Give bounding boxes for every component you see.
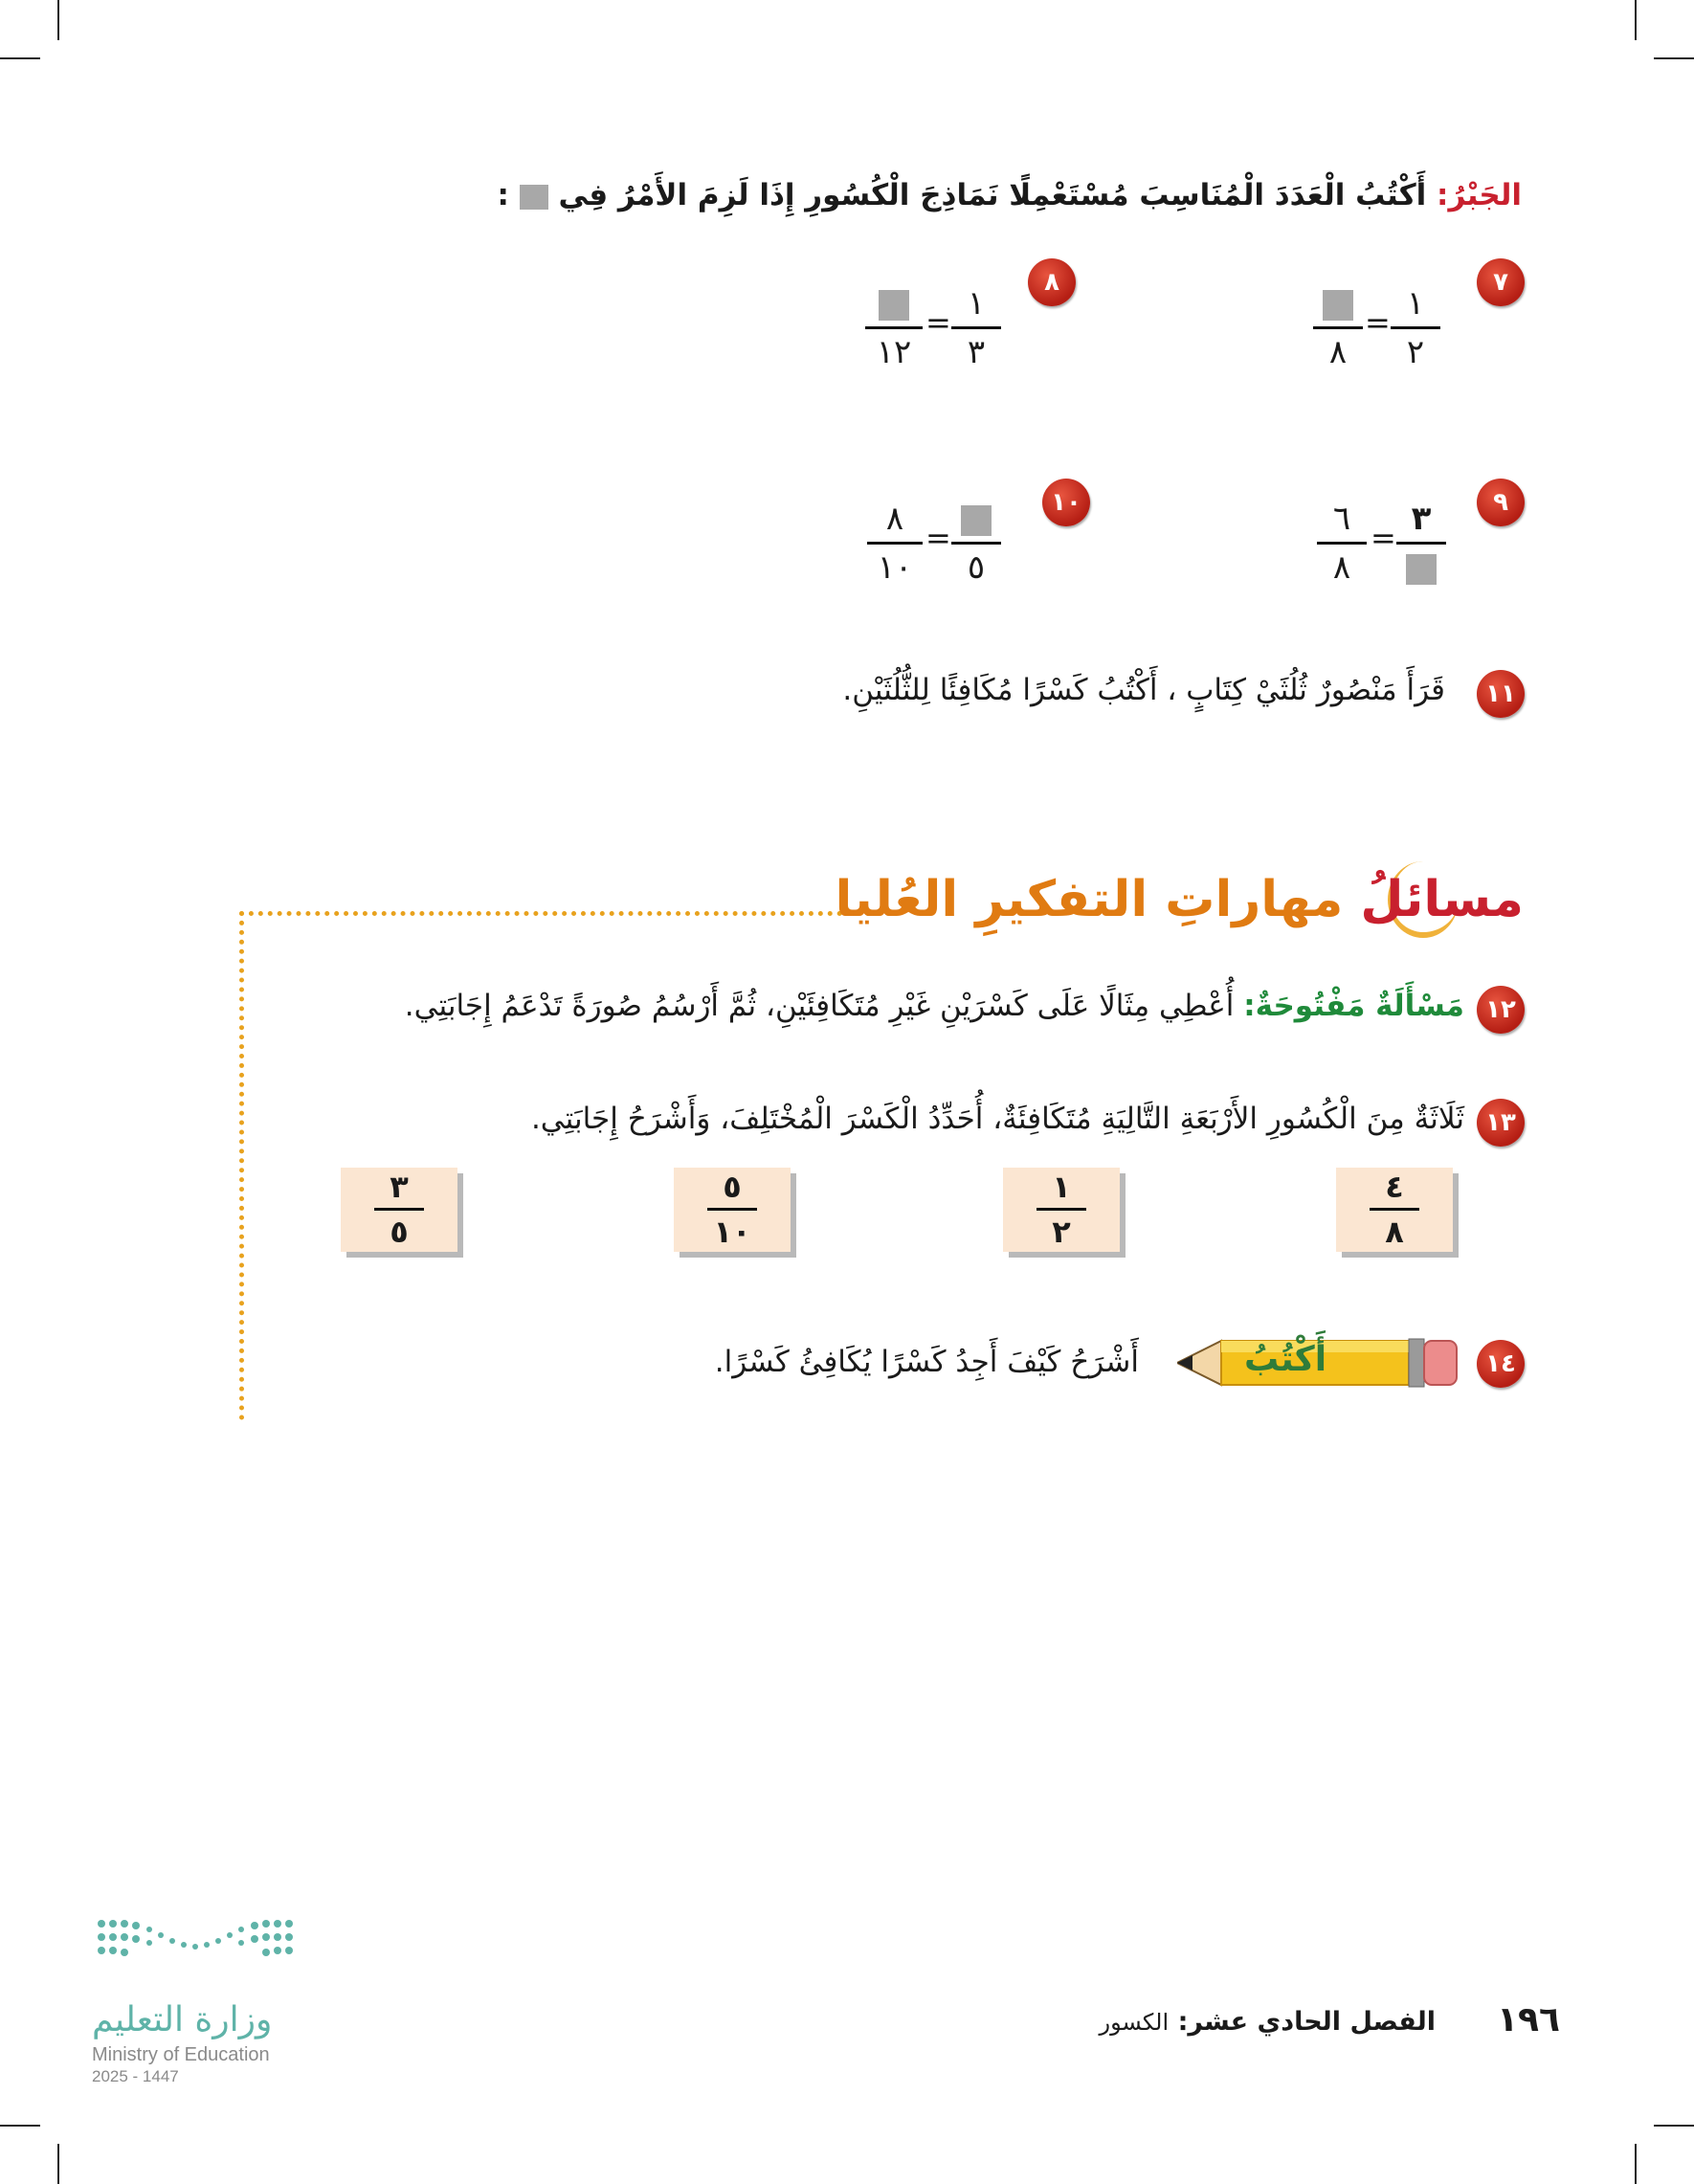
crop-mark	[1654, 57, 1694, 59]
ministry-name-ar: وزارة التعليم	[92, 2000, 273, 2039]
exercise-11-text: قَرَأَ مَنْصُورٌ ثُلُثَيْ كِتَابٍ ، أَكْتُبُ كَسْرًا مُكَافِئًا لِلثُّلُثَيْنِ.	[842, 673, 1445, 707]
crop-mark	[1654, 2125, 1694, 2127]
missing-numerator	[1307, 282, 1369, 324]
card-fraction	[368, 1168, 430, 1251]
fraction-bar	[867, 542, 923, 545]
equals-sign: =	[1365, 304, 1391, 341]
section-title-word: مسائلُ	[1360, 871, 1524, 928]
fraction-card	[341, 1168, 457, 1252]
equals-sign: =	[925, 520, 951, 556]
exercise-9-left-fraction	[1391, 498, 1452, 589]
placeholder-square	[1406, 554, 1437, 585]
placeholder-square	[1323, 290, 1353, 321]
chapter-topic: الكسور	[1099, 2009, 1170, 2036]
fraction-card	[1336, 1168, 1453, 1252]
exercise-10-right-fraction	[861, 498, 928, 589]
section-title-rest: مهاراتِ التفكيرِ العُليا	[835, 871, 1344, 928]
placeholder-square	[520, 185, 548, 210]
fraction-card	[1003, 1168, 1120, 1252]
denominator: ٨	[1328, 333, 1348, 371]
fraction-bar	[1313, 326, 1363, 329]
problem-14-text: أَشْرَحُ كَيْفَ أَجِدُ كَسْرًا يُكَافِئُ كَسْرًا.	[714, 1345, 1139, 1379]
colon: :	[497, 178, 509, 212]
problem-14-badge: ١٤	[1477, 1340, 1525, 1388]
fraction-bar	[374, 1208, 424, 1211]
numerator: ٨	[885, 500, 904, 538]
denominator: ١٠	[877, 548, 913, 587]
fraction-bar	[1317, 542, 1367, 545]
algebra-label: الجَبْرُ:	[1437, 178, 1522, 212]
algebra-instruction	[497, 178, 1522, 212]
problem-12-text	[405, 989, 1464, 1023]
exercise-8-left-fraction	[946, 282, 1007, 373]
placeholder-square	[879, 290, 909, 321]
exercise-7-badge: ٧	[1477, 258, 1525, 306]
fraction-bar	[707, 1208, 757, 1211]
exercise-9-right-fraction	[1311, 498, 1372, 589]
exercise-8-badge: ٨	[1028, 258, 1076, 306]
numerator: ٣	[390, 1169, 409, 1205]
problem-13-badge: ١٣	[1477, 1099, 1525, 1147]
crop-mark	[0, 2125, 40, 2127]
exercise-7-left-fraction	[1385, 282, 1446, 373]
exercise-7-right-fraction	[1307, 282, 1369, 373]
chapter-label: الفصل الحادي عشر:	[1177, 2007, 1436, 2037]
fraction-bar	[951, 542, 1001, 545]
write-label: أَكْتُبُ	[1244, 1340, 1327, 1379]
section-frame-left	[239, 911, 244, 1420]
card-fraction	[1364, 1168, 1425, 1251]
denominator: ٨	[1332, 548, 1351, 587]
page-number: ١٩٦	[1497, 2000, 1560, 2039]
crop-mark	[1635, 2144, 1637, 2184]
fraction-bar	[1370, 1208, 1419, 1211]
ministry-year: 2025 - 1447	[92, 2067, 179, 2085]
missing-denominator	[1391, 546, 1452, 589]
crop-mark	[0, 57, 40, 59]
crop-mark	[1635, 0, 1637, 40]
placeholder-square	[961, 505, 992, 536]
numerator: ٦	[1332, 500, 1351, 538]
numerator: ١	[967, 284, 986, 323]
ministry-name-en: Ministry of Education	[92, 2044, 270, 2065]
equals-sign: =	[1371, 520, 1396, 556]
missing-numerator	[946, 498, 1007, 540]
exercise-10-badge: ١٠	[1042, 479, 1090, 526]
open-problem-label: مَسْأَلَةٌ مَفْتُوحَةٌ:	[1243, 989, 1464, 1023]
denominator: ١٠	[713, 1214, 751, 1250]
card-fraction	[1031, 1168, 1092, 1251]
missing-numerator	[859, 282, 928, 324]
fraction-bar	[1396, 542, 1446, 545]
problem-12-body: أُعْطِي مِثَالًا عَلَى كَسْرَيْنِ غَيْرِ مُتَكَافِئَيْنِ، ثُمَّ أَرْسُمُ صُورَةً تَدْعَمُ إِجَابَتِي.	[404, 989, 1235, 1023]
problem-12-badge: ١٢	[1477, 986, 1525, 1034]
exercise-8-right-fraction	[859, 282, 928, 373]
exercise-9-badge: ٩	[1477, 479, 1525, 526]
numerator: ٥	[723, 1169, 742, 1205]
denominator: ٣	[967, 333, 986, 371]
fraction-bar	[865, 326, 923, 329]
denominator: ٥	[390, 1214, 409, 1250]
fraction-card	[674, 1168, 791, 1252]
exercise-11-badge: ١١	[1477, 670, 1525, 718]
exercise-10-left-fraction	[946, 498, 1007, 589]
numerator: ١	[1406, 284, 1425, 323]
section-title	[836, 871, 1524, 928]
denominator: ٢	[1052, 1214, 1071, 1250]
denominator: ٢	[1406, 333, 1425, 371]
fraction-bar	[1391, 326, 1440, 329]
algebra-text: أَكْتُبُ الْعَدَدَ الْمُنَاسِبَ مُسْتَعْمِلًا نَمَاذِجَ الْكُسُورِ إِذَا لَزِمَ الأَمْرُ فِي	[558, 178, 1427, 212]
denominator: ٨	[1385, 1214, 1404, 1250]
crop-mark	[57, 2144, 59, 2184]
chapter-title	[1100, 2007, 1436, 2037]
fraction-bar	[951, 326, 1001, 329]
problem-13-text: ثَلَاثَةٌ مِنَ الْكُسُورِ الأَرْبَعَةِ التَّالِيَةِ مُتَكَافِئَةٌ، أُحَدِّدُ الْكَسْرَ الْمُخْتَلِفَ، وَأَشْرَحُ إِجَابَتِي.	[530, 1102, 1464, 1136]
denominator: ٥	[967, 548, 986, 587]
fraction-bar	[1036, 1208, 1086, 1211]
section-frame	[239, 911, 880, 916]
equals-sign: =	[925, 304, 951, 341]
denominator: ١٢	[876, 333, 912, 371]
numerator: ١	[1052, 1169, 1071, 1205]
numerator: ٣	[1411, 500, 1432, 538]
card-fraction	[702, 1168, 763, 1251]
crop-mark	[57, 0, 59, 40]
numerator: ٤	[1385, 1169, 1404, 1205]
